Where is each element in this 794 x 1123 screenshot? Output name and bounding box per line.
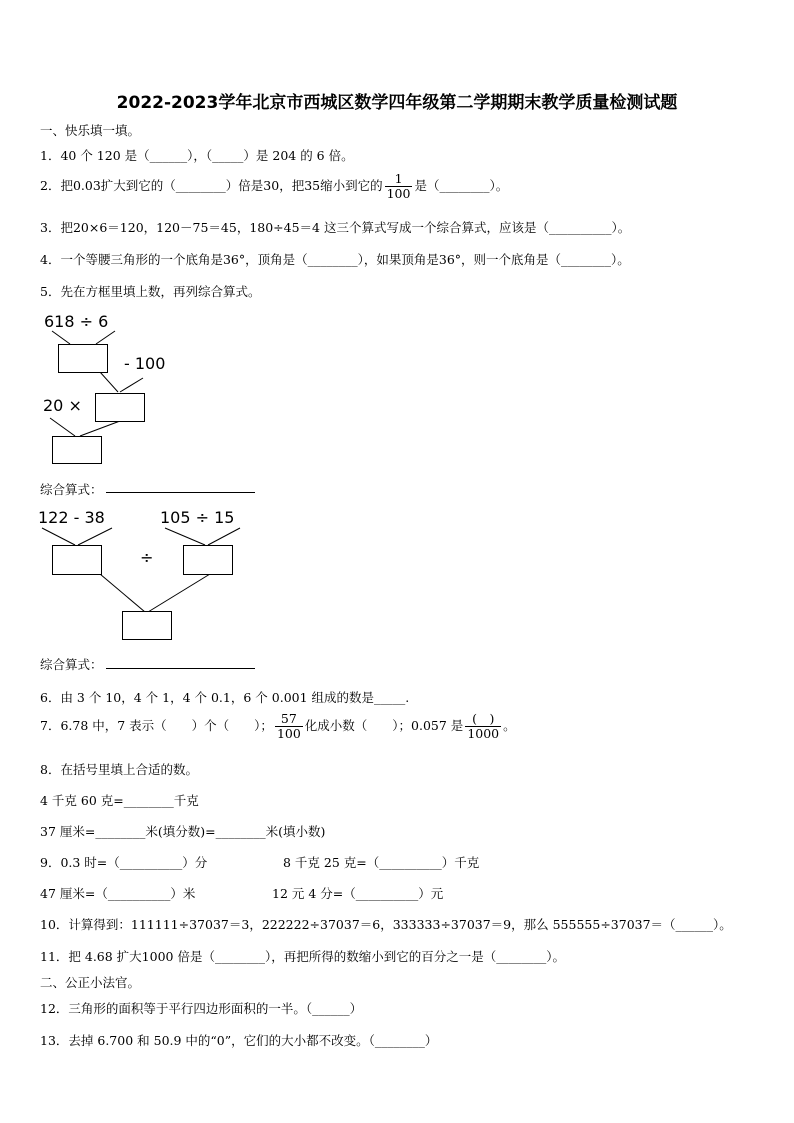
fraction-numerator: 57: [275, 712, 303, 727]
question-6: 6．由 3 个 10，4 个 1，4 个 0.1，6 个 0.001 组成的数是_____.: [40, 690, 410, 705]
question-9d: 12 元 4 分=（__________）元: [272, 886, 444, 901]
question-9b: 8 千克 25 克=（__________）千克: [283, 855, 480, 870]
page-title: 2022-2023学年北京市西城区数学四年级第二学期期末教学质量检测试题: [116, 93, 678, 113]
question-8b: 37 厘米=________米(填分数)=________米(填小数): [40, 824, 326, 839]
question-5: 5．先在方框里填上数，再列综合算式。: [40, 284, 261, 299]
combined-expression-answer-line-2[interactable]: [106, 668, 255, 669]
fraction-numerator: 1: [385, 172, 413, 187]
combined-expression-label-1: 综合算式：: [40, 482, 103, 497]
question-8: 8．在括号里填上合适的数。: [40, 762, 198, 777]
question-7-text-a: 7．6.78 中，7 表示（ ）个（ ）；: [40, 717, 273, 733]
question-9a: 9．0.3 时=（__________）分: [40, 855, 208, 870]
combined-expression-label-2: 综合算式：: [40, 657, 103, 672]
question-3: 3．把20×6＝120，120－75＝45，180÷45＝4 这三个算式写成一个综合算式，应该是（__________）。: [40, 220, 631, 235]
diagram1-times-20: 20 ×: [43, 396, 82, 415]
diagram2-right-expression: 105 ÷ 15: [160, 508, 235, 527]
question-11: 11．把 4.68 扩大1000 倍是（________），再把所得的数缩小到它的百分之一是（________）。: [40, 949, 565, 964]
answer-box-quotient[interactable]: [58, 344, 108, 373]
question-7: [40, 712, 516, 741]
diagram1-expression: 618 ÷ 6: [44, 312, 109, 331]
question-2-text-a: 2．把0.03扩大到它的（________）倍是30，把35缩小到它的: [40, 177, 383, 193]
question-9c: 47 厘米=（__________）米: [40, 886, 196, 901]
question-12: 12．三角形的面积等于平行四边形面积的一半。（______）: [40, 1001, 363, 1016]
question-4: 4．一个等腰三角形的一个底角是36°，顶角是（________），如果顶角是36°，则一个底角是（________）。: [40, 252, 630, 267]
answer-box-quotient-2[interactable]: [183, 545, 233, 575]
answer-box-difference-2[interactable]: [52, 545, 102, 575]
section-heading-fill-in: 一、快乐填一填。: [40, 123, 141, 138]
combined-expression-answer-line-1[interactable]: [106, 492, 255, 493]
question-7-text-b: 化成小数（ ）；0.057 是: [304, 717, 464, 733]
section-heading-true-false: 二、公正小法官。: [40, 975, 141, 990]
fraction-denominator: 100: [276, 725, 301, 741]
fraction-denominator: 1000: [467, 725, 500, 741]
fraction-denominator: 100: [386, 185, 411, 201]
answer-box-result-2[interactable]: [122, 611, 172, 640]
answer-box-difference[interactable]: [95, 393, 145, 422]
fraction-blank-thousandths: [465, 712, 501, 741]
diagram1-minus-100: - 100: [124, 354, 166, 373]
question-8a: 4 千克 60 克=________千克: [40, 793, 199, 808]
fraction-numerator: ( ): [465, 712, 501, 727]
fraction-57-hundredths: [275, 712, 303, 741]
diagram2-divide-sign: ÷: [140, 548, 154, 567]
diagram2-left-expression: 122 - 38: [38, 508, 105, 527]
question-13: 13．去掉 6.700 和 50.9 中的“0”，它们的大小都不改变。（________）: [40, 1033, 438, 1048]
question-7-text-c: 。: [503, 717, 516, 733]
answer-box-product[interactable]: [52, 436, 102, 464]
question-10: 10．计算得到：111111÷37037＝3，222222÷37037＝6，333333÷37037＝9，那么 555555÷37037＝（______）。: [40, 917, 732, 932]
question-2-text-b: 是（________）。: [414, 177, 509, 193]
question-1: 1．40 个 120 是（______），（_____）是 204 的 6 倍。: [40, 148, 354, 163]
